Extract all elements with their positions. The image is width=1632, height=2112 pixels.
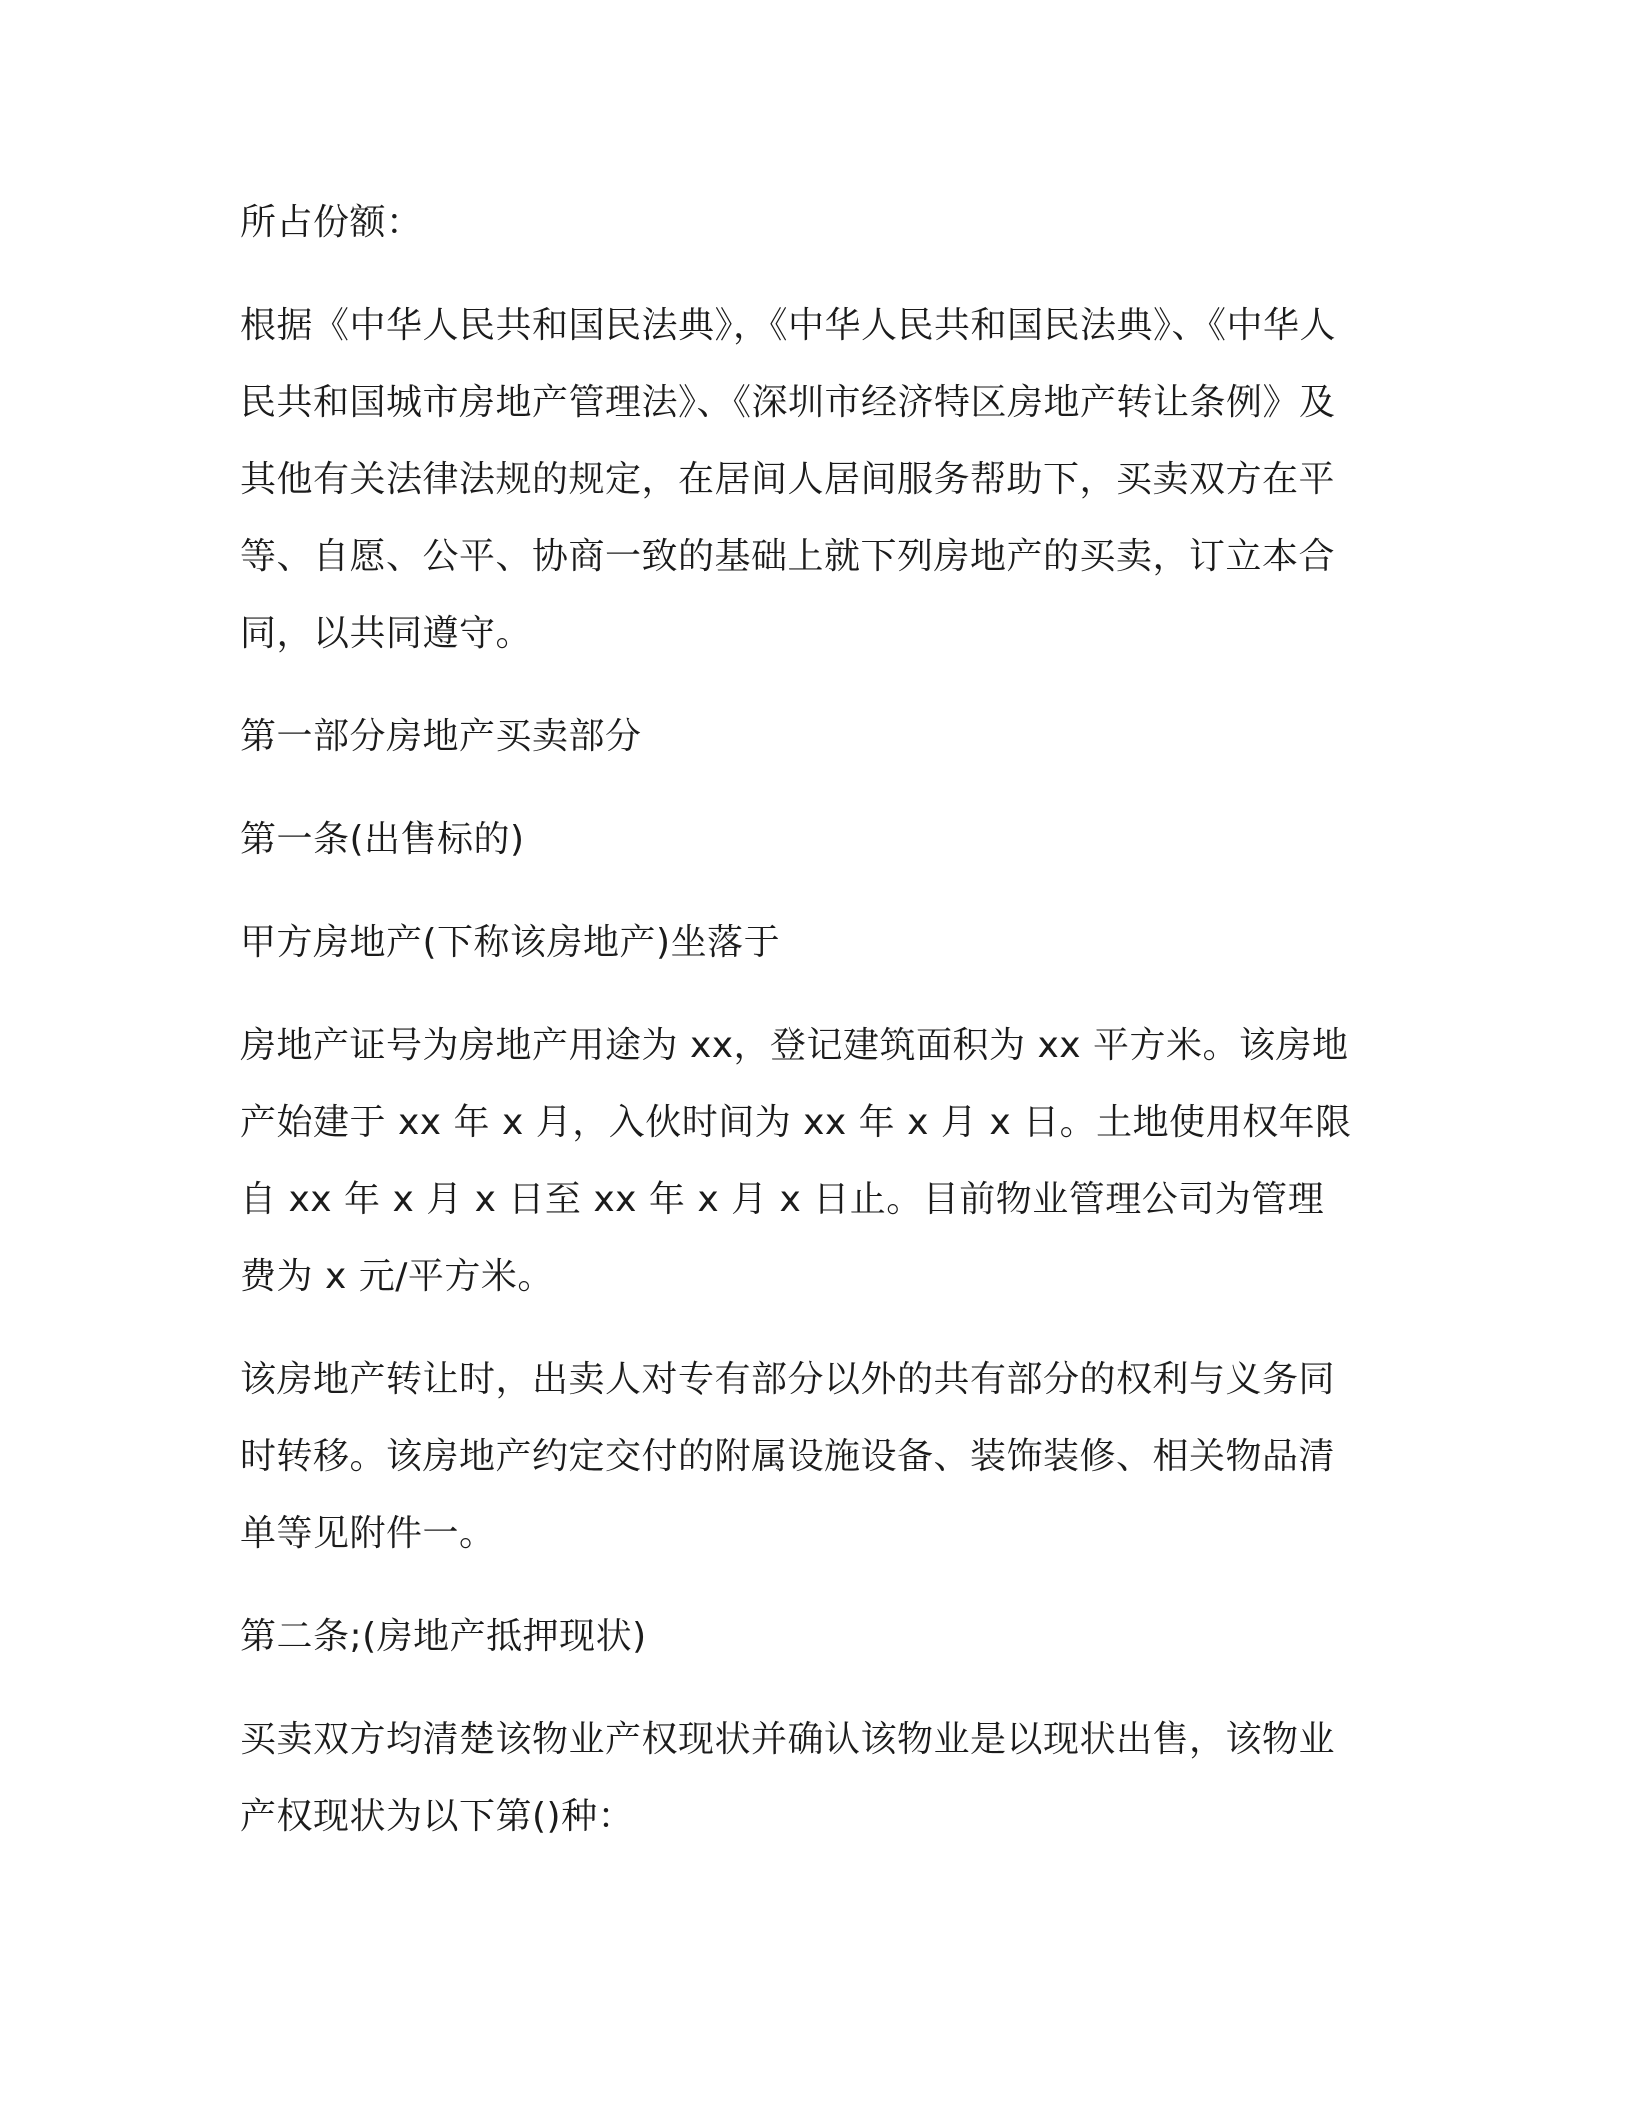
share-label: 所占份额： <box>240 202 423 243</box>
preamble-paragraph: 根据《中华人民共和国民法典》，《中华人民共和国民法典》、《中华人民共和国城市房地产管理法》、《深圳市经济特区房地产转让条例》及其他有关法律法规的规定，在居间人居间服务帮助下，买卖双方在平等、自愿、公平、协商一致的基础上就下列房地产的买卖，订立本合同，以共同遵守。 <box>240 305 1337 654</box>
mortgage-status-paragraph: 买卖双方均清楚该物业产权现状并确认该物业是以现状出售，该物业产权现状为以下第()种： <box>240 1719 1336 1837</box>
property-details-paragraph: 房地产证号为房地产用途为 xx，登记建筑面积为 xx 平方米。该房地产始建于 xx 年 x 月，入伙时间为 xx 年 x 月 x 日。土地使用权年限自 xx 年 x 月 x 日至 xx 年 x 月 x 日止。目前物业管理公司为管理费为 x 元/平方米。 <box>240 1025 1352 1297</box>
common-rights-paragraph: 该房地产转让时，出卖人对专有部分以外的共有部分的权利与义务同时转移。该房地产约定交付的附属设施设备、装饰装修、相关物品清单等见附件一。 <box>240 1359 1336 1554</box>
part-one-heading: 第一部分房地产买卖部分 <box>240 716 642 757</box>
article-one-heading: 第一条(出售标的) <box>240 819 525 860</box>
article-two-heading: 第二条;(房地产抵押现状) <box>240 1616 647 1657</box>
property-location-line: 甲方房地产(下称该房地产)坐落于 <box>240 922 781 963</box>
document-body <box>240 184 1360 1881</box>
